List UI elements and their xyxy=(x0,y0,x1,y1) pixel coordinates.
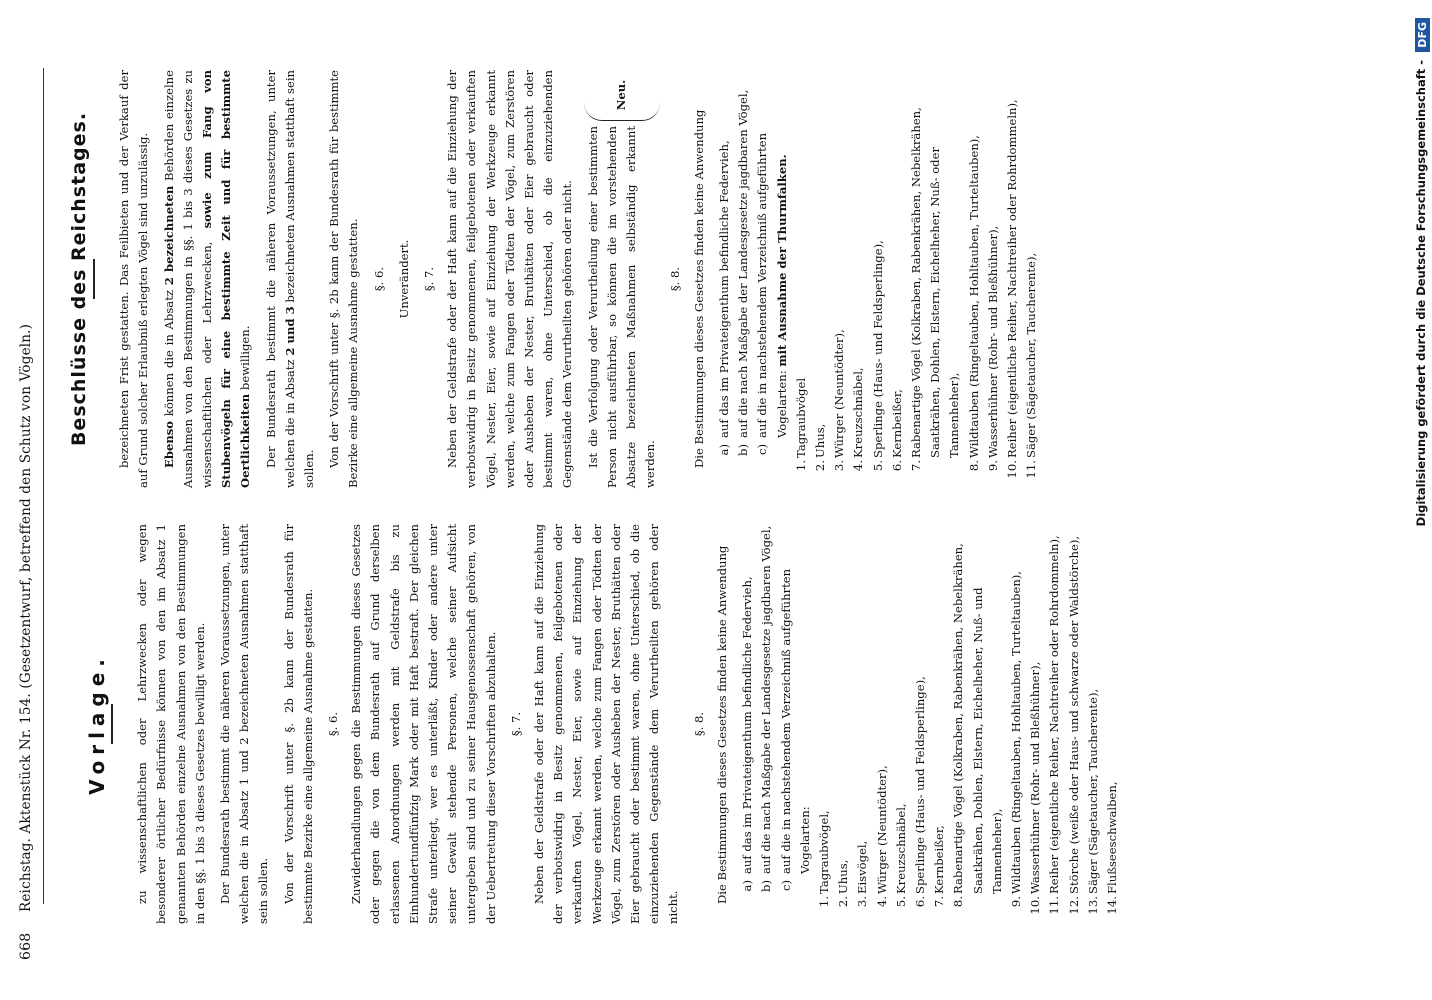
list-item xyxy=(949,524,1007,924)
list-label: 4. xyxy=(851,460,866,472)
list-item xyxy=(1045,524,1064,924)
page-header xyxy=(12,28,44,960)
bold-text: sowie zum Fang von Stubenvögeln für eine bestimmte Zeit und für bestimmte Oertlichkeiten xyxy=(200,70,253,488)
list-label: 5. xyxy=(893,896,908,908)
text: können die in Absatz xyxy=(161,290,176,417)
list-label: 6. xyxy=(912,896,927,908)
list-label: 5. xyxy=(870,460,885,472)
list-item xyxy=(834,524,853,924)
list-label: c) xyxy=(778,880,793,892)
exception-list xyxy=(715,70,753,488)
list-text: Säger (Sägetaucher, Taucherente), xyxy=(1024,252,1039,458)
list-item xyxy=(815,524,834,924)
list-text: auf die in nachstehendem Verzeichniß aufgeführten Vogelarten: xyxy=(778,568,812,874)
paragraph: Von der Vorschrift unter §. 2b kann der Bundesrath für bestimmte Bezirke eine allgemeine Ausnahme gestatten. xyxy=(281,524,315,924)
list-text: Sperlinge (Haus- und Feldsperlinge), xyxy=(912,676,927,894)
list-text: Würger (Neuntödter), xyxy=(874,765,889,894)
section-heading-6: §. 6. xyxy=(326,711,341,737)
list-label: 3. xyxy=(832,460,847,472)
list-label: 2. xyxy=(836,896,851,908)
list-text: Kreuzschnäbel, xyxy=(893,803,908,894)
list-label: 1. xyxy=(793,460,808,472)
list-item xyxy=(849,70,868,488)
column-reichstag xyxy=(60,70,1392,488)
list-label: 1. xyxy=(816,896,831,908)
list-label: 12. xyxy=(1066,896,1081,915)
list-text: Würger (Neuntödter), xyxy=(832,329,847,458)
section-heading-8: §. 8. xyxy=(691,711,706,737)
list-item xyxy=(869,70,888,488)
amendment-text: Ist die Verfolgung oder Verurtheilung einer bestimmten Person nicht ausführbar, so können die im vorstehenden Absatze bezeichneten Maßnahmen selbständig erkannt werden. xyxy=(585,126,658,488)
list-item xyxy=(1003,70,1022,488)
title-rule xyxy=(111,704,113,744)
paragraph xyxy=(262,70,320,488)
list-text: Rabenartige Vögel (Kolkraben, Rabenkrähen, Nebelkrähen, Saatkrähen, Dohlen, Elstern, Eichelheher, Nuß- oder Tannenheher), xyxy=(908,107,962,458)
list-text: Flußseeschwalben, xyxy=(1104,781,1119,894)
paragraph: bezeichneten Frist gestatten. Das Feilbieten und der Verkauf der auf Grund solcher Erlaubniß erlegten Vögel sind unzulässig. xyxy=(117,70,151,488)
list-item xyxy=(792,70,811,488)
section-text-7: Neben der Geldstrafe oder der Haft kann auf die Einziehung der verbotswidrig in Besitz genommenen, feilgebotenen oder verkauften Vögel, Nester, Eier, sowie auf Einziehung der Werkzeuge erkannt werden, welche zum Fangen oder Tödten der Vögel, zum Zerstören oder Ausheben der Nester, Bruthätten oder Eier gebraucht oder bestimmt waren, ohne Unterschied, ob die einzuziehenden Gegenstände dem Verurtheilten gehören oder nicht. xyxy=(445,70,575,488)
list-item xyxy=(753,70,791,488)
list-item xyxy=(1084,524,1103,924)
list-item xyxy=(1007,524,1026,924)
list-item xyxy=(984,70,1003,488)
list-item xyxy=(1103,524,1122,924)
list-label: 10. xyxy=(1028,896,1043,915)
list-text: auf die nach Maßgabe der Landesgesetze jagdbaren Vögel, xyxy=(736,89,751,438)
header-rule xyxy=(43,68,44,904)
list-item xyxy=(1022,70,1041,488)
bold-text: 2 und 3 xyxy=(282,306,297,356)
list-label: 2. xyxy=(812,460,827,472)
list-item xyxy=(757,524,776,924)
list-text: auf das im Privateigenthum befindliche Federvieh, xyxy=(716,140,731,438)
list-item xyxy=(734,70,753,488)
list-label: 9. xyxy=(985,460,1000,472)
section-heading-6: §. 6. xyxy=(371,266,386,292)
list-label: 11. xyxy=(1047,896,1062,915)
list-text: Wildtauben (Ringeltauben, Hohltauben, Turteltauben), xyxy=(1008,571,1023,894)
bold-text: mit Ausnahme der Thurmfalken. xyxy=(774,154,789,367)
section-intro-8: Die Bestimmungen dieses Gesetzes finden keine Anwendung xyxy=(691,109,706,468)
list-label: 7. xyxy=(932,896,947,908)
list-text: Reiher (eigentliche Reiher, Nachtreiher oder Rohrdommeln), xyxy=(1047,535,1062,894)
paragraph xyxy=(160,70,256,488)
column-title-reichstag: Beschlüsse des Reichstages. xyxy=(68,111,90,447)
list-text: Kernbeißer, xyxy=(932,825,947,894)
list-text: Tagraubvögel, xyxy=(816,810,831,894)
list-item xyxy=(1065,524,1084,924)
section-heading-8: §. 8. xyxy=(668,266,683,292)
paragraph: Der Bundesrath bestimmt die näheren Voraussetzungen, unter welchen die in Absatz 1 und 2 bezeichneten Ausnahmen statthaft sein sollen. xyxy=(218,524,271,924)
list-item xyxy=(1026,524,1045,924)
list-label: 3. xyxy=(855,896,870,908)
list-label: b) xyxy=(736,444,751,456)
list-label: 14. xyxy=(1104,896,1119,915)
list-text: Wasserhühner (Rohr- und Bleßhühner), xyxy=(985,225,1000,458)
bird-species-list xyxy=(792,70,1042,488)
list-item xyxy=(888,70,907,488)
list-item xyxy=(853,524,872,924)
list-item xyxy=(907,70,965,488)
list-item xyxy=(777,524,815,924)
list-text: Rabenartige Vögel (Kolkraben, Rabenkrähen, Nebelkrähen, Saatkrähen, Dohlen, Elstern, Eichelheher, Nuß- und Tannenheher), xyxy=(951,543,1004,894)
list-label: 8. xyxy=(951,896,966,908)
list-label: 13. xyxy=(1085,896,1100,915)
paragraph: zu wissenschaftlichen oder Lehrzwecken oder wegen besonderer örtlicher Bedürfnisse können von den im Absatz 1 genannten Behörden einzelne Ausnahmen von den Bestimmungen in den §§. 1 bis 3 dieses Gesetzes bewilligt werden. xyxy=(135,524,207,924)
list-item xyxy=(892,524,911,924)
list-text: Kernbeißer, xyxy=(889,389,904,458)
list-item xyxy=(738,524,757,924)
list-text: auf die nach Maßgabe der Landesgesetze jagdbaren Vögel, xyxy=(759,525,774,874)
brace-marker: Neu. xyxy=(584,70,661,121)
list-item xyxy=(811,70,830,488)
list-item xyxy=(965,70,984,488)
list-text: Kreuzschnäbel, xyxy=(851,367,866,458)
amendment-block xyxy=(584,70,661,488)
list-text: Sperlinge (Haus- und Feldsperlinge), xyxy=(870,240,885,458)
list-label: b) xyxy=(759,880,774,892)
title-rule xyxy=(93,259,95,299)
running-title: Reichstag. Aktenstück Nr. 154. (Gesetzentwurf, betreffend den Schutz von Vögeln.) xyxy=(18,323,34,912)
section-intro-8: Die Bestimmungen dieses Gesetzes finden keine Anwendung xyxy=(714,545,729,904)
list-label: a) xyxy=(716,444,731,456)
list-item xyxy=(715,70,734,488)
section-heading-7: §. 7. xyxy=(508,711,523,737)
list-text: Wildtauben (Ringeltauben, Hohltauben, Turteltauben), xyxy=(966,135,981,458)
text: Behörden einzelne Ausnahmen von den Bestimmungen in §§. 1 bis 3 dieses Gesetzes zu wissenschaftlichen oder Lehrzwecken, xyxy=(161,70,215,488)
section-text-6: Zuwiderhandlungen gegen die Bestimmungen dieses Gesetzes oder gegen die von dem Bundesrath auf Grund derselben erlassenen Anordnungen werden mit Geldstrafe bis zu Einhundertundfünfzig Mark oder mit Haft bestraft. Der gleichen Strafe unterliegt, wer es unterläßt, Kinder oder andere unter seiner Gewalt stehende Personen, welche seiner Aufsicht untergeben sind und zu seiner Hausgenossenschaft gehören, von der Uebertretung dieser Vorschriften abzuhalten. xyxy=(349,524,498,924)
list-text: auf das im Privateigenthum befindliche Federvieh, xyxy=(740,576,755,874)
list-label: 8. xyxy=(966,460,981,472)
list-text: Tagraubvögel xyxy=(793,377,808,458)
list-label: 11. xyxy=(1024,460,1039,479)
text: bezeichneten Ausnahmen statthaft sein sollen. xyxy=(282,70,317,488)
text: auf die in nachstehendem Verzeichniß aufgeführten Vogelarten: xyxy=(755,132,789,438)
bold-text: Ebenso xyxy=(161,420,176,468)
column-vorlage xyxy=(60,524,1392,924)
page-number: 668 xyxy=(18,932,34,960)
list-text: Eisvögel, xyxy=(855,840,870,894)
list-item xyxy=(911,524,930,924)
list-label: a) xyxy=(740,880,755,892)
list-label: 10. xyxy=(1004,460,1019,479)
list-label: 6. xyxy=(889,460,904,472)
column-title-vorlage: Vorlage. xyxy=(85,653,109,795)
list-text: Säger (Sägetaucher, Taucherente), xyxy=(1085,688,1100,894)
section-text-6: Unverändert. xyxy=(396,239,411,319)
list-text: Uhus, xyxy=(812,423,827,458)
list-label: 9. xyxy=(1008,896,1023,908)
digitization-credit: Digitalisierung gefördert durch die Deutsche Forschungsgemeinschaft - xyxy=(1414,60,1428,527)
bird-species-list xyxy=(815,524,1122,924)
list-item xyxy=(830,70,849,488)
list-text: Wasserhühner (Rohr- und Bleßhühner), xyxy=(1028,661,1043,894)
paragraph: Von der Vorschrift unter §. 2b kann der Bundesrath für bestimmte Bezirke eine allgemeine Ausnahme gestatten. xyxy=(327,70,361,488)
list-label: c) xyxy=(755,444,770,456)
text: bewilligen. xyxy=(238,325,253,391)
exception-list xyxy=(738,524,815,924)
exception-list-c xyxy=(753,70,791,488)
section-text-7: Neben der Geldstrafe oder der Haft kann auf die Einziehung der verbotswidrig in Besitz genommenen, feilgebotenen oder verkauften Vögel, Nester, Eier, sowie auf Einziehung der Werkzeuge erkannt werden, welche zum Fangen oder Tödten der Vögel, zum Zerstören oder Ausheben der Nester, Bruthätten oder Eier gebraucht oder bestimmt waren, ohne Unterschied, ob die einzuziehenden Gegenstände dem Verurtheilten gehören oder nicht. xyxy=(532,524,681,924)
dfg-logo: DFG xyxy=(1415,18,1430,52)
list-label: 7. xyxy=(908,460,923,472)
list-text: Uhus, xyxy=(836,859,851,894)
list-item xyxy=(930,524,949,924)
list-text: Störche (weiße oder Haus- und schwarze oder Waldstörche), xyxy=(1066,535,1081,894)
list-label: 4. xyxy=(874,896,889,908)
text: Der Bundesrath bestimmt die näheren Voraussetzungen, unter welchen die in Absatz xyxy=(263,70,297,488)
list-text: Reiher (eigentliche Reiher, Nachtreiher oder Rohrdommeln), xyxy=(1004,99,1019,458)
list-item xyxy=(873,524,892,924)
section-heading-7: §. 7. xyxy=(422,266,437,292)
bold-text: 2 bezeichneten xyxy=(161,185,176,286)
